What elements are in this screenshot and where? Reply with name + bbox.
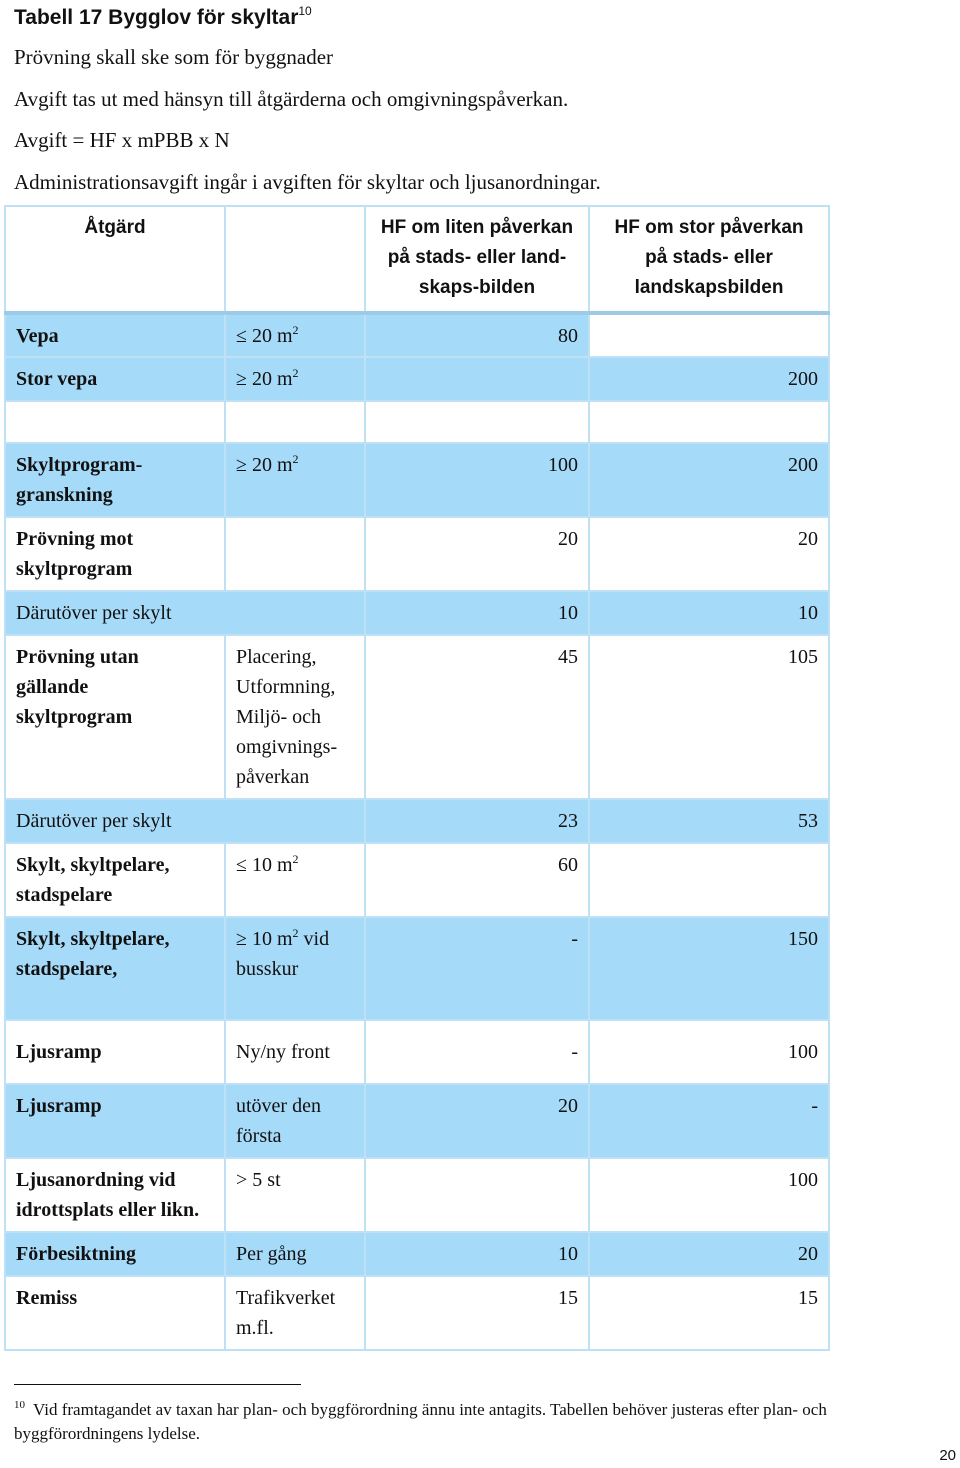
- table-row: [5, 1084, 829, 1158]
- value-liten: 20: [365, 517, 589, 591]
- row-label: Ljusramp: [5, 1084, 225, 1158]
- value-liten: 100: [365, 443, 589, 517]
- value-liten: 15: [365, 1276, 589, 1350]
- value-stor: [589, 843, 829, 917]
- row-condition: Ny/ny front: [225, 1020, 365, 1084]
- row-label: Därutöver per skylt: [5, 591, 365, 635]
- value-stor: 200: [589, 357, 829, 401]
- row-label: Skylt, skyltpelare, stadspelare: [5, 843, 225, 917]
- value-stor: 150: [589, 917, 829, 1020]
- footnote-ref: 10: [298, 4, 312, 18]
- row-condition: ≥ 20 $m^2$: [225, 443, 365, 517]
- table-row: [5, 1158, 829, 1232]
- value-liten: -: [365, 917, 589, 1020]
- table-title: Tabell 17 Bygglov för skyltar$^{10}$: [14, 4, 312, 29]
- value-stor: 100: [589, 1020, 829, 1084]
- value-liten: 45: [365, 635, 589, 799]
- value-stor: 105: [589, 635, 829, 799]
- table-row: [5, 799, 829, 843]
- row-label: Skyltprogram- granskning: [5, 443, 225, 517]
- table-row: [5, 313, 829, 357]
- row-condition: [225, 517, 365, 591]
- row-label: Ljusramp: [5, 1020, 225, 1084]
- value-liten: [365, 357, 589, 401]
- value-stor: 15: [589, 1276, 829, 1350]
- table-row: [5, 843, 829, 917]
- row-label: Därutöver per skylt: [5, 799, 365, 843]
- row-condition: Per gång: [225, 1232, 365, 1276]
- table-row: [5, 635, 829, 799]
- header-atgard: Åtgärd: [5, 206, 225, 313]
- table-row: [5, 917, 829, 1020]
- value-stor: 100: [589, 1158, 829, 1232]
- value-stor: 20: [589, 517, 829, 591]
- header-blank: [225, 206, 365, 313]
- table-row: [5, 591, 829, 635]
- intro-line: Avgift = HF x mPBB x N: [14, 128, 230, 152]
- value-stor: 10: [589, 591, 829, 635]
- table-row: [5, 517, 829, 591]
- intro-line: Prövning skall ske som för byggnader: [14, 45, 334, 69]
- value-liten: -: [365, 1020, 589, 1084]
- value-liten: 10: [365, 591, 589, 635]
- table-row: [5, 1020, 829, 1084]
- row-label: Skylt, skyltpelare, stadspelare,: [5, 917, 225, 1020]
- table-row: [5, 1232, 829, 1276]
- row-condition: ≤ 10 $m^2$: [225, 843, 365, 917]
- row-condition: Trafikverket m.fl.: [225, 1276, 365, 1350]
- value-liten: 60: [365, 843, 589, 917]
- value-liten: [365, 1158, 589, 1232]
- header-liten: HF om liten påverkan på stads- eller land- skaps-bilden: [365, 206, 589, 313]
- row-label: Stor vepa: [5, 357, 225, 401]
- row-condition: ≥ 10 $m^2$ vid busskur: [225, 917, 365, 1020]
- footnote-divider: [14, 1384, 301, 1385]
- row-label: Vepa: [5, 313, 225, 357]
- row-condition: Placering, Utformning, Miljö- och omgivnings- påverkan: [225, 635, 365, 799]
- value-stor: -: [589, 1084, 829, 1158]
- row-label: Förbesiktning: [5, 1232, 225, 1276]
- row-condition: ≤ 20 $m^2$: [225, 313, 365, 357]
- row-condition: > 5 st: [225, 1158, 365, 1232]
- value-stor: 53: [589, 799, 829, 843]
- row-label: Prövning utan gällande skyltprogram: [5, 635, 225, 799]
- header-stor: HF om stor påverkan på stads- eller landskapsbilden: [589, 206, 829, 313]
- table-row: [5, 443, 829, 517]
- value-liten: 23: [365, 799, 589, 843]
- row-condition: ≥ 20 $m^2$: [225, 357, 365, 401]
- value-liten: 80: [365, 313, 589, 357]
- row-label: Remiss: [5, 1276, 225, 1350]
- row-label: Prövning mot skyltprogram: [5, 517, 225, 591]
- page-number: 20: [939, 1447, 956, 1464]
- value-stor: 20: [589, 1232, 829, 1276]
- row-label: Ljusanordning vid idrottsplats eller likn.: [5, 1158, 225, 1232]
- table-row: [5, 1276, 829, 1350]
- value-stor: 200: [589, 443, 829, 517]
- intro-line: Administrationsavgift ingår i avgiften för skyltar och ljusanordningar.: [14, 170, 601, 194]
- value-liten: 10: [365, 1232, 589, 1276]
- row-condition: utöver den första: [225, 1084, 365, 1158]
- value-liten: 20: [365, 1084, 589, 1158]
- fee-table: [4, 205, 830, 1351]
- footnote: $^{10}$ Vid framtagandet av taxan har plan- och byggförordning ännu inte antagits. Tabellen behöver justeras efter plan- och byggförordningens lydelse.: [14, 1399, 827, 1443]
- value-stor: [589, 313, 829, 357]
- table-row: [5, 357, 829, 401]
- spacer-row: [5, 401, 829, 443]
- intro-line: Avgift tas ut med hänsyn till åtgärderna och omgivningspåverkan.: [14, 87, 569, 111]
